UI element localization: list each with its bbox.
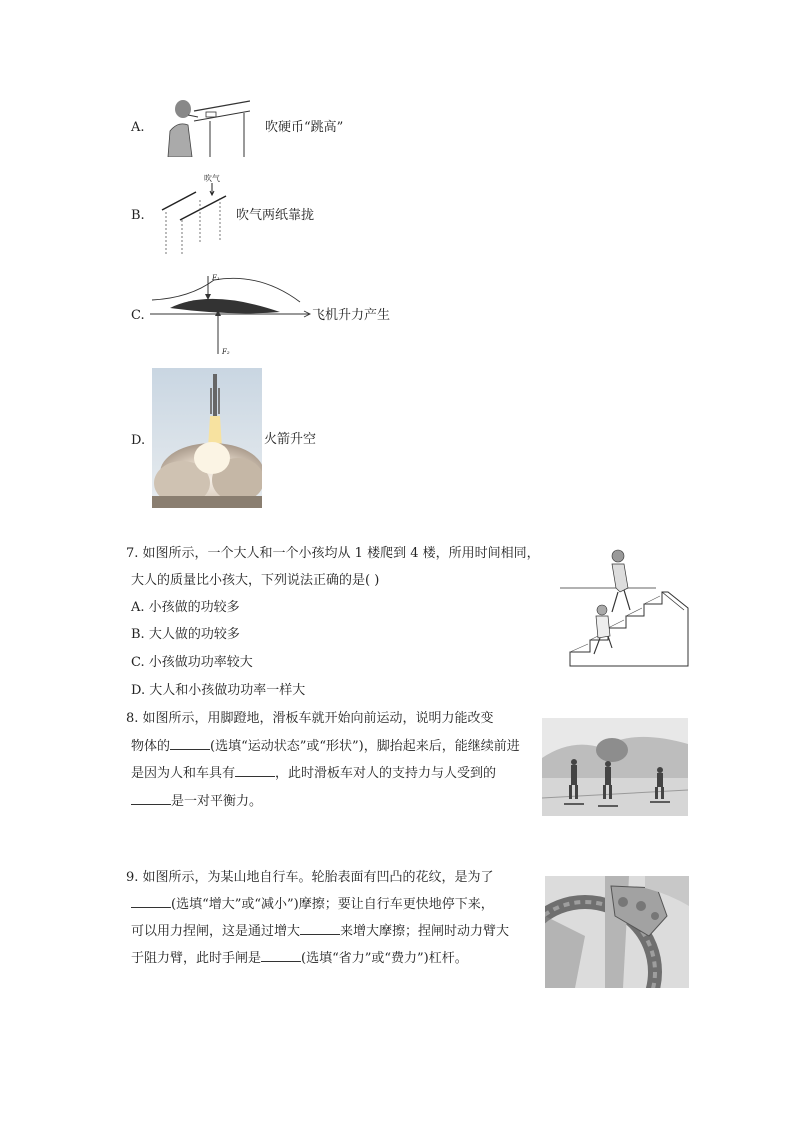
option-a-letter: A. (131, 120, 145, 135)
q7-option-a: A. 小孩做的功较多 (131, 600, 240, 615)
option-c-letter: C. (131, 308, 145, 323)
q7-stem-line2: 大人的质量比小孩大，下列说法正确的是( ) (131, 573, 380, 588)
q9-line3 (131, 918, 509, 946)
scooter-photo (542, 718, 688, 816)
q8-line2-b: (选填“运动状态”或“形状”)，脚抬起来后，能继续前进 (210, 739, 520, 754)
q9-line2-b: (选填“增大”或“减小”)摩擦；要让自行车更快地停下来， (171, 897, 494, 912)
q8-line3 (131, 760, 496, 788)
q8-line4-b: 是一对平衡力。 (171, 794, 263, 809)
q9-blank-3[interactable] (261, 949, 301, 962)
option-b-letter: B. (131, 208, 145, 223)
q9-blank-1[interactable] (131, 895, 171, 908)
q8-line2 (131, 733, 520, 761)
q7-option-b: B. 大人做的功较多 (131, 627, 240, 642)
q9-line4-b: (选填“省力”或“费力”)杠杆。 (301, 951, 468, 966)
rocket-launch-image (152, 368, 262, 508)
q8-line2-a: 物体的 (131, 739, 171, 754)
q9-line3-a: 可以用力捏闸，这是通过增大 (131, 924, 301, 939)
option-c-text: 飞机升力产生 (312, 308, 391, 323)
stairs-climbing-image (560, 548, 690, 668)
q7-option-d: D. 大人和小孩做功功率一样大 (131, 683, 306, 698)
q7-option-c: C. 小孩做功功率较大 (131, 655, 253, 670)
force-f1-label: F₁ (212, 274, 220, 282)
option-d-letter: D. (131, 433, 146, 448)
option-b-text: 吹气两纸靠拢 (236, 208, 315, 223)
q9-line3-b: 来增大摩擦；捏闸时动力臂大 (340, 924, 510, 939)
q8-line1: 8. 如图所示，用脚蹬地，滑板车就开始向前运动，说明力能改变 (126, 711, 494, 726)
blow-label: 吹气 (204, 174, 220, 183)
q8-line3-b: ，此时滑板车对人的支持力与人受到的 (275, 766, 497, 781)
airfoil-image (150, 268, 318, 358)
q9-line2 (131, 891, 494, 919)
q9-line4-a: 于阻力臂，此时手闸是 (131, 951, 262, 966)
q8-blank-2[interactable] (235, 764, 275, 777)
option-a-text: 吹硬币“跳高” (265, 120, 344, 135)
two-papers-image (154, 172, 232, 260)
coin-jump-image (154, 97, 250, 157)
force-f2-label: F₂ (222, 348, 230, 356)
q9-line1: 9. 如图所示，为某山地自行车。轮胎表面有凹凸的花纹，是为了 (126, 870, 494, 885)
q9-line4 (131, 945, 468, 973)
q8-line4 (131, 788, 262, 816)
q8-blank-3[interactable] (131, 792, 171, 805)
option-d-text: 火箭升空 (264, 432, 317, 447)
mountain-bike-photo (545, 876, 689, 988)
q9-blank-2[interactable] (300, 922, 340, 935)
q8-line3-a: 是因为人和车具有 (131, 766, 236, 781)
q8-blank-1[interactable] (170, 737, 210, 750)
q7-stem-line1: 7. 如图所示，一个大人和一个小孩均从 1 楼爬到 4 楼，所用时间相同， (126, 546, 540, 561)
